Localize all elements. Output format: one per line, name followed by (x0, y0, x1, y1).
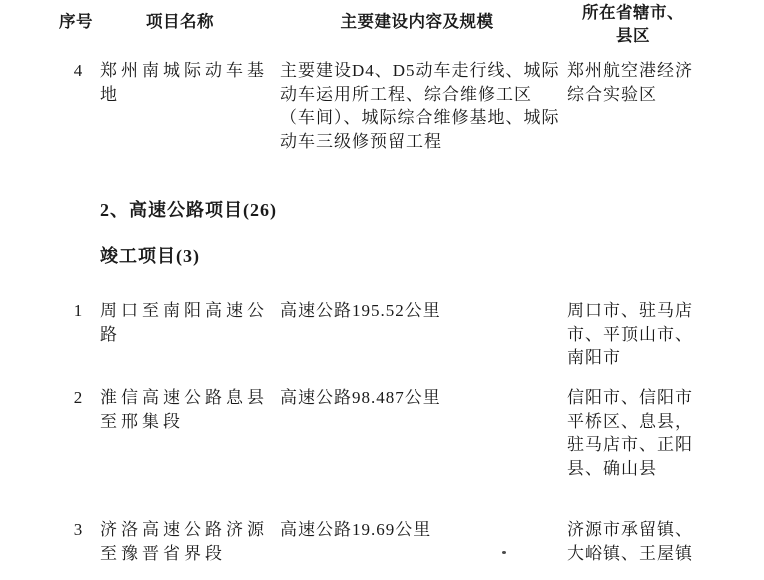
project-name-cell: 淮信高速公路息县至邢集段 (100, 388, 268, 431)
scan-artifact-dot (502, 551, 506, 554)
header-location: 所在省辖市、县区 (582, 4, 684, 45)
header-content: 主要建设内容及规模 (340, 13, 494, 31)
index-cell: 4 (73, 61, 83, 80)
project-name-cell: 济洛高速公路济源至豫晋省界段 (100, 520, 268, 563)
content-cell: 高速公路19.69公里 (280, 520, 432, 539)
location-cell: 周口市、驻马店市、平顶山市、南阳市 (567, 301, 693, 367)
project-name-cell: 周口至南阳高速公路 (100, 301, 268, 344)
index-cell: 1 (73, 301, 83, 320)
index-cell: 3 (73, 520, 83, 539)
location-cell: 信阳市、信阳市平桥区、息县，驻马店市、正阳县、确山县 (567, 388, 693, 478)
project-name-cell: 郑州南城际动车基地 (100, 61, 268, 104)
content-cell: 主要建设D4、D5动车走行线、城际动车运用所工程、综合维修工区（车间）、城际综合维修基地、城际动车三级修预留工程 (280, 61, 560, 151)
index-cell: 2 (73, 388, 83, 407)
content-cell: 高速公路98.487公里 (280, 388, 441, 407)
header-index: 序号 (59, 13, 93, 31)
header-name: 项目名称 (146, 13, 214, 31)
section-heading-highway: 2、高速公路项目(26) (100, 200, 277, 220)
content-cell: 高速公路195.52公里 (280, 301, 441, 320)
subsection-heading-completed: 竣工项目(3) (100, 246, 200, 266)
location-cell: 郑州航空港经济综合实验区 (567, 61, 693, 104)
location-cell: 济源市承留镇、大峪镇、王屋镇 (567, 520, 693, 563)
